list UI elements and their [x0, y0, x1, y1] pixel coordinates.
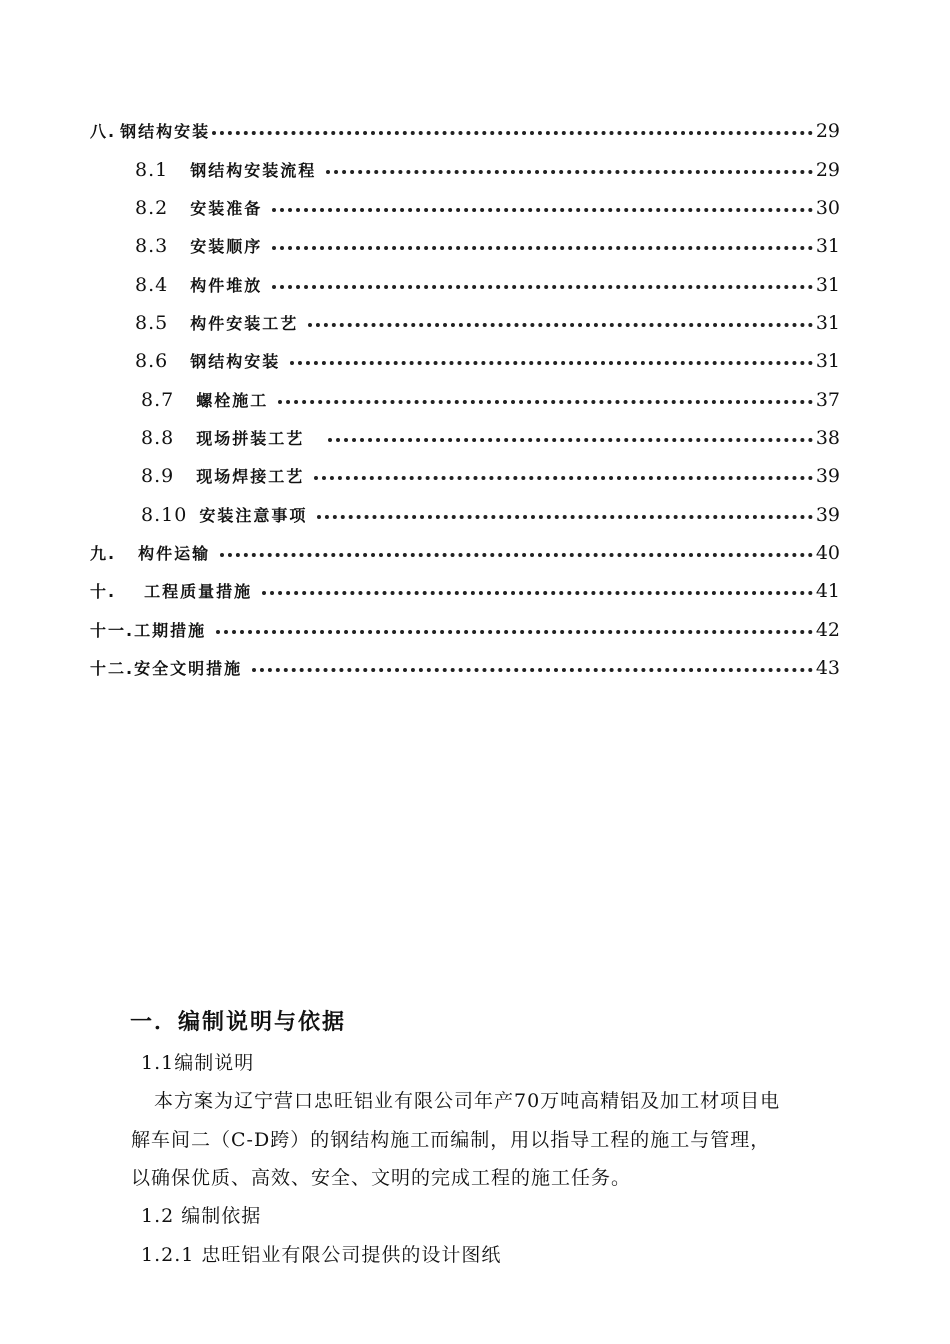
toc-entry[interactable]	[135, 270, 840, 296]
toc-entry-page: 31	[815, 350, 840, 372]
toc-entry[interactable]	[90, 653, 840, 679]
toc-entry[interactable]	[90, 576, 840, 602]
toc-entry-page: 39	[815, 465, 840, 487]
toc-leader-dots	[216, 630, 813, 634]
toc-entry[interactable]	[135, 346, 840, 372]
toc-entry-title: 工期措施	[134, 621, 207, 640]
toc-entry-page: 39	[815, 504, 840, 526]
toc-leader-dots	[278, 400, 813, 404]
toc-entry-page: 31	[815, 235, 840, 257]
toc-entry-title: 现场焊接工艺	[196, 467, 305, 486]
toc-entry-page: 29	[815, 120, 840, 142]
toc-entry-number: 8.1	[135, 159, 169, 181]
toc-leader-dots	[272, 285, 813, 289]
toc-entry-title: 安全文明措施	[134, 659, 243, 678]
toc-entry-number: 8.6	[135, 350, 169, 372]
toc-entry-number: 8.10	[141, 504, 188, 526]
subsection-title: 1.2 编制依据	[141, 1205, 262, 1227]
toc-entry[interactable]	[141, 461, 840, 487]
toc-entry[interactable]	[90, 116, 840, 142]
toc-leader-dots	[212, 131, 813, 135]
toc-leader-dots	[308, 323, 813, 327]
toc-leader-dots	[272, 208, 813, 212]
toc-leader-dots	[328, 438, 813, 442]
toc-entry-number: 8.4	[135, 274, 169, 296]
toc-entry[interactable]	[135, 308, 840, 334]
toc-leader-dots	[290, 361, 813, 365]
toc-entry-page: 31	[815, 274, 840, 296]
subsection-title: 1.1编制说明	[141, 1052, 255, 1074]
subsection-title: 1.2.1 忠旺铝业有限公司提供的设计图纸	[141, 1244, 502, 1266]
toc-entry-number: 8.9	[141, 465, 175, 487]
toc-entry[interactable]	[141, 423, 840, 449]
toc-entry-title: 安装顺序	[190, 237, 263, 256]
body-paragraph-line: 本方案为辽宁营口忠旺铝业有限公司年产70万吨高精铝及加工材项目电	[154, 1090, 781, 1112]
toc-entry-page: 38	[815, 427, 840, 449]
section-heading: 一．编制说明与依据	[130, 1010, 347, 1035]
toc-entry[interactable]	[141, 500, 840, 526]
toc-entry[interactable]	[90, 615, 840, 641]
toc-entry-page: 41	[815, 580, 840, 602]
toc-leader-dots	[262, 591, 813, 595]
toc-entry-page: 43	[815, 657, 840, 679]
toc-entry-title: 工程质量措施	[144, 582, 253, 601]
toc-entry-page: 31	[815, 312, 840, 334]
toc-entry[interactable]	[135, 193, 840, 219]
toc-entry-number: 8.7	[141, 389, 175, 411]
toc-entry-title: 安装注意事项	[199, 506, 308, 525]
toc-entry-page: 40	[815, 542, 840, 564]
toc-entry-title: 螺栓施工	[196, 391, 269, 410]
toc-entry[interactable]	[90, 538, 840, 564]
toc-entry-number: 十一.	[90, 621, 135, 640]
body-paragraph-line: 以确保优质、高效、安全、文明的完成工程的施工任务。	[131, 1167, 632, 1189]
toc-entry-number: 8.2	[135, 197, 169, 219]
toc-entry-page: 37	[815, 389, 840, 411]
toc-entry[interactable]	[135, 231, 840, 257]
toc-entry-number: 九.	[90, 544, 117, 563]
toc-entry-title: 安装准备	[190, 199, 263, 218]
toc-entry-title: 构件运输	[138, 544, 211, 563]
toc-entry-title: 现场拼装工艺	[196, 429, 305, 448]
toc-leader-dots	[314, 476, 813, 480]
toc-entry-number: 8.3	[135, 235, 169, 257]
body-paragraph-line: 解车间二（C-D跨）的钢结构施工而编制，用以指导工程的施工与管理，	[131, 1129, 771, 1151]
toc-entry-number: 八.	[90, 122, 117, 141]
toc-entry-title: 钢结构安装流程	[190, 161, 317, 180]
toc-leader-dots	[220, 553, 813, 557]
toc-leader-dots	[326, 170, 813, 174]
toc-entry-title: 构件堆放	[190, 276, 263, 295]
toc-entry-number: 8.5	[135, 312, 169, 334]
toc-entry-title: 钢结构安装	[120, 122, 211, 141]
toc-entry-number: 8.8	[141, 427, 175, 449]
toc-entry-page: 29	[815, 159, 840, 181]
toc-leader-dots	[317, 515, 812, 519]
toc-entry-title: 钢结构安装	[190, 352, 281, 371]
toc-entry-number: 十二.	[90, 659, 135, 678]
toc-leader-dots	[252, 668, 813, 672]
toc-entry[interactable]	[135, 155, 840, 181]
toc-leader-dots	[272, 246, 813, 250]
toc-entry-page: 30	[815, 197, 840, 219]
toc-entry[interactable]	[141, 385, 840, 411]
toc-entry-title: 构件安装工艺	[190, 314, 299, 333]
toc-entry-number: 十.	[90, 582, 117, 601]
toc-entry-page: 42	[815, 619, 840, 641]
